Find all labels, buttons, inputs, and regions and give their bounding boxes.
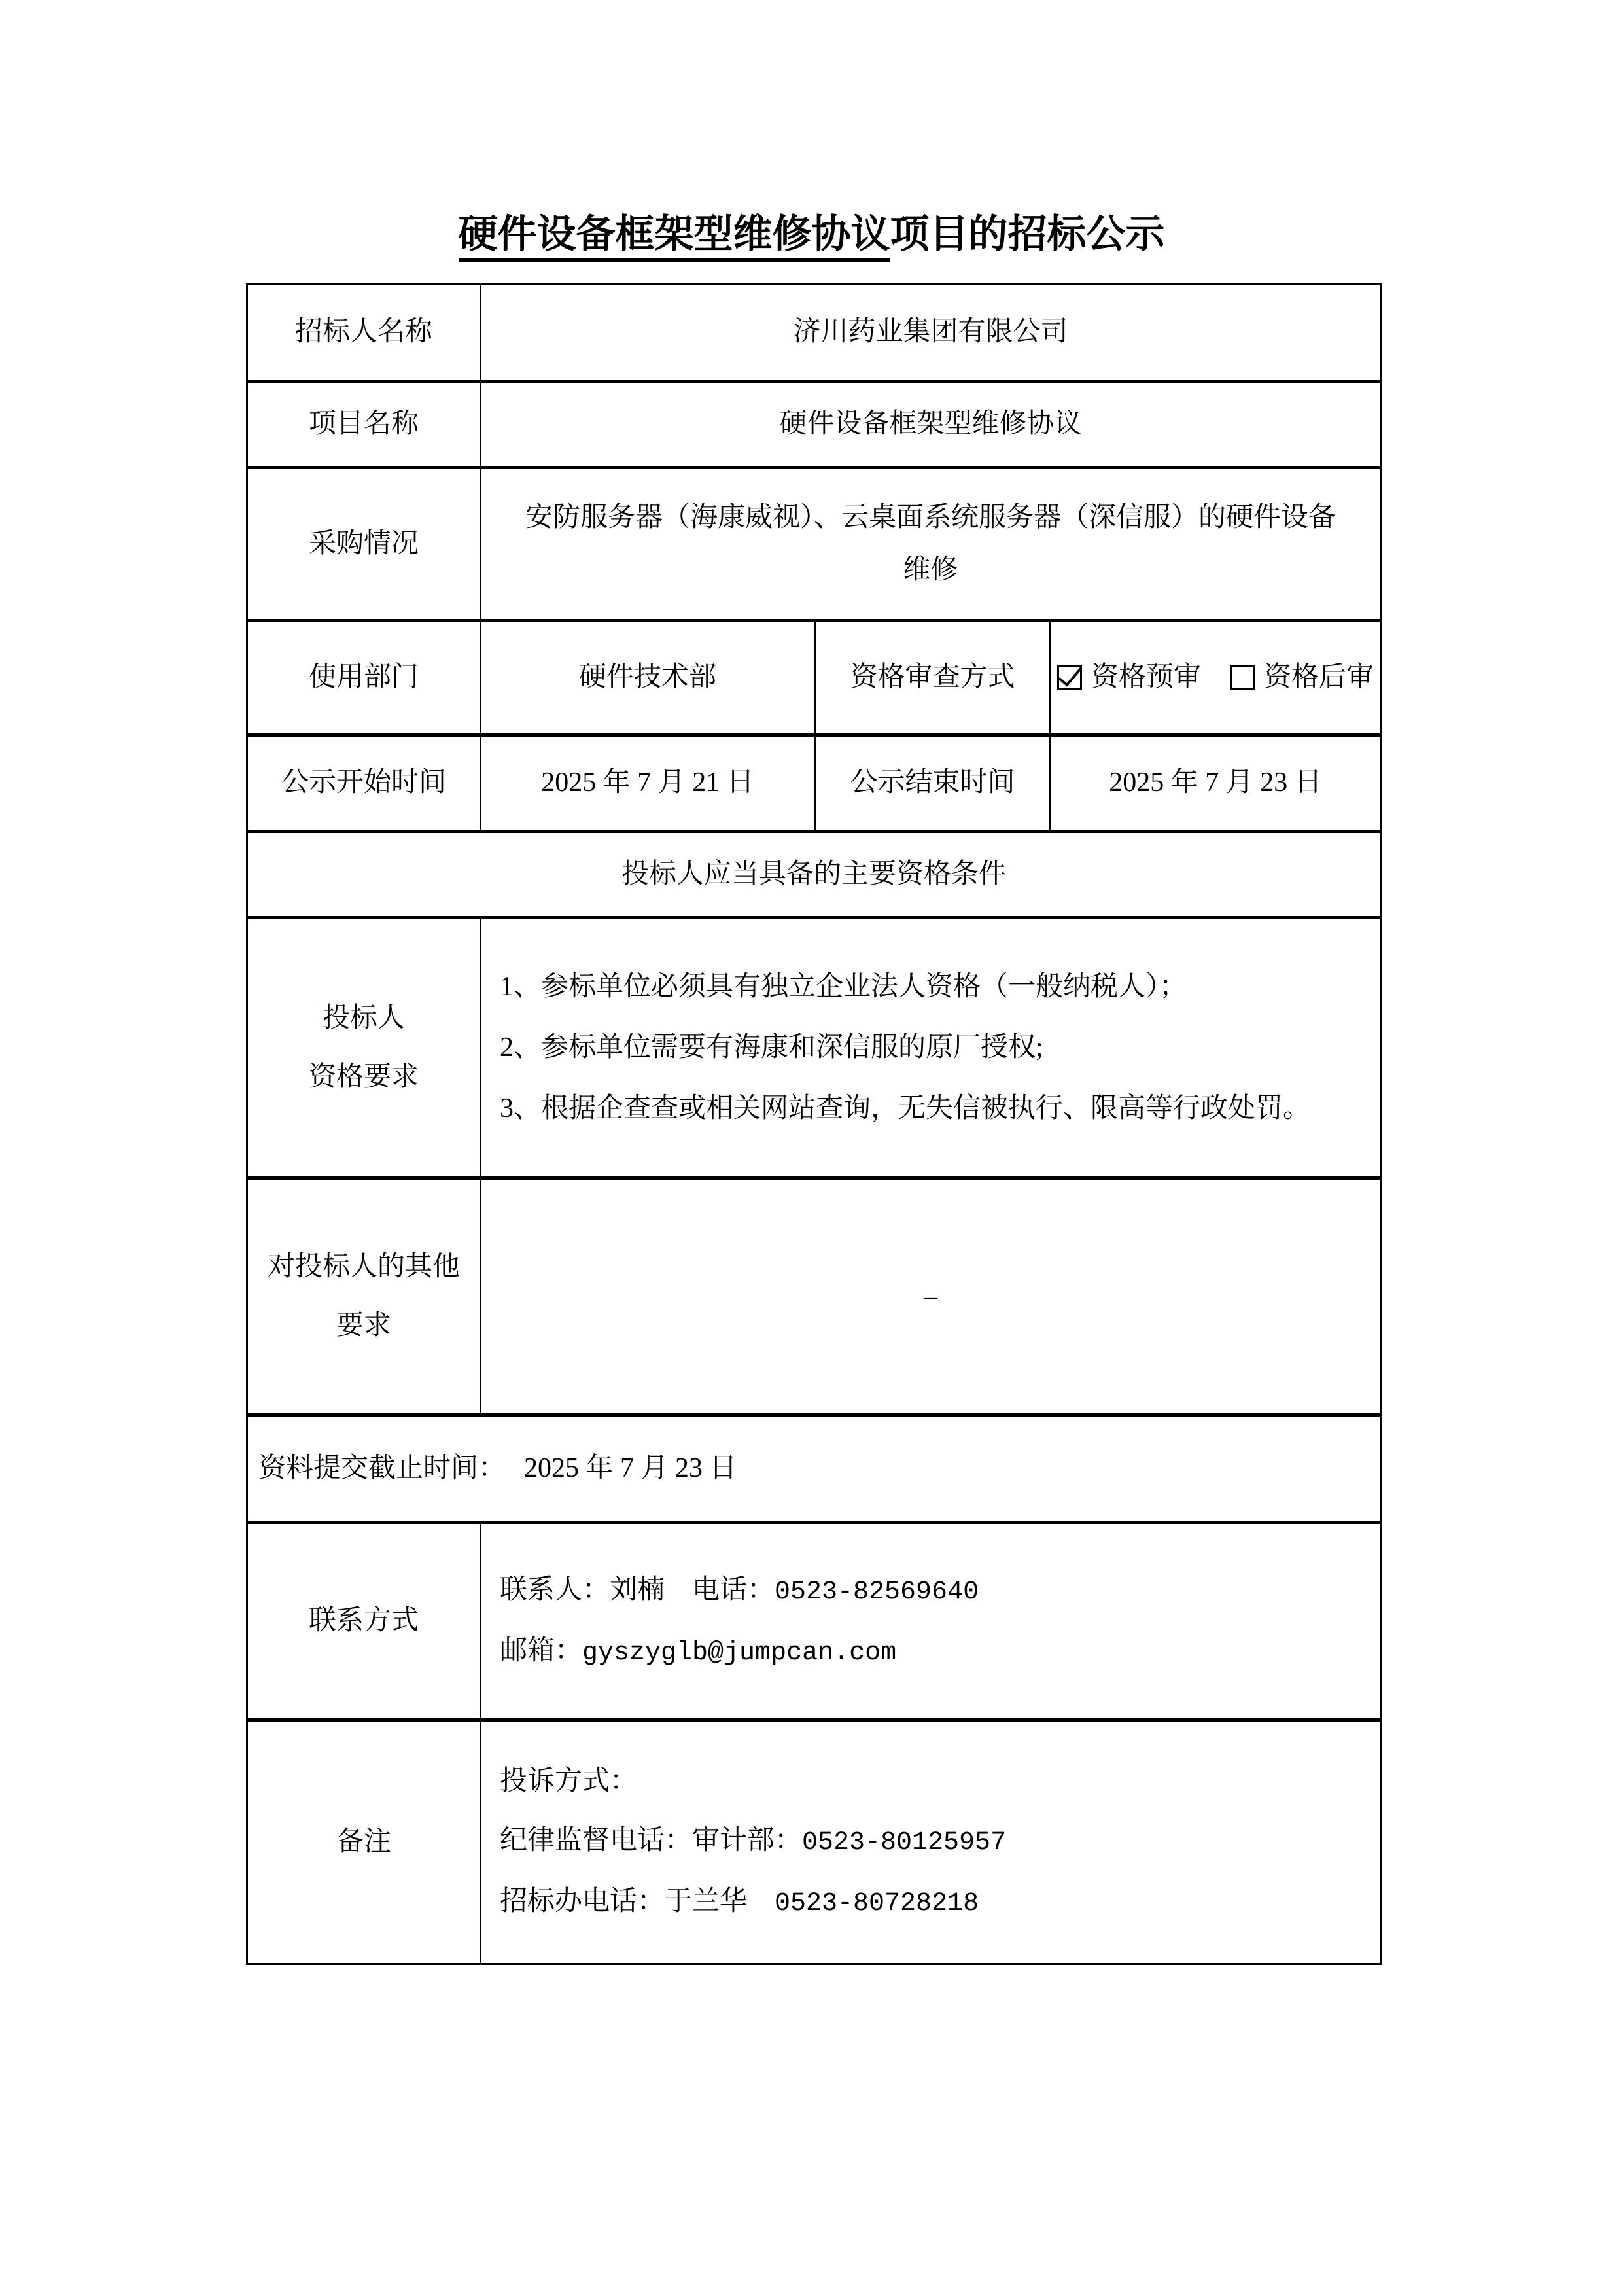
other-requirements-label-line2: 要求 xyxy=(336,1310,391,1341)
tender-office-phone-prefix: 招标办电话：于兰华 xyxy=(500,1886,775,1916)
qualification-header-text: 投标人应当具备的主要资格条件 xyxy=(621,858,1006,889)
tender-office-phone-number: 0523-80728218 xyxy=(775,1889,979,1918)
other-requirements-label-line1: 对投标人的其他 xyxy=(267,1252,460,1282)
deadline-value: 2025 年 7 月 23 日 xyxy=(524,1453,737,1483)
page-title xyxy=(0,211,1623,258)
project-name-value: 硬件设备框架型维修协议 xyxy=(480,383,1380,466)
other-requirements-value: – xyxy=(480,1180,1380,1413)
publicity-end-value: 2025 年 7 月 23 日 xyxy=(1049,737,1380,830)
table-row-qualification-header xyxy=(248,833,1380,919)
bidder-name-value: 济川药业集团有限公司 xyxy=(480,285,1380,380)
table-row-deadline xyxy=(248,1417,1380,1524)
contact-email-prefix: 邮箱： xyxy=(500,1635,583,1666)
qualification-item: 1、参标单位必须具有独立企业法人资格（一般纳税人）； xyxy=(500,971,1187,1002)
review-method-value xyxy=(1049,622,1380,733)
publicity-start-label: 公示开始时间 xyxy=(281,768,446,798)
review-method-options xyxy=(1057,656,1374,699)
remarks-tender-office-line xyxy=(500,1881,979,1924)
contact-email-address: gyszyglb@jumpcan.com xyxy=(582,1638,897,1668)
bidder-qualification-label xyxy=(248,919,480,1176)
contact-email-line xyxy=(500,1631,896,1673)
prequalification-option-label: 资格预审 xyxy=(1091,662,1201,693)
postqualification-option-label: 资格后审 xyxy=(1264,662,1374,693)
discipline-phone-number: 0523-80125957 xyxy=(802,1828,1007,1858)
qualification-item: 3、根据企查查或相关网站查询，无失信被执行、限高等行政处罚。 xyxy=(500,1093,1311,1124)
contact-person-prefix: 联系人：刘楠 电话： xyxy=(500,1574,775,1605)
table-row-bidder-qualification xyxy=(248,919,1380,1180)
remarks-content xyxy=(480,1722,1380,1963)
table-row-procurement xyxy=(248,469,1380,622)
table-row-department-review xyxy=(248,622,1380,737)
table-row-publicity-dates xyxy=(248,737,1380,833)
remarks-discipline-line xyxy=(500,1820,1006,1863)
table-row-bidder-name xyxy=(248,285,1380,383)
remarks-complaint-line: 投诉方式： xyxy=(500,1766,638,1796)
bidder-qualification-items xyxy=(480,919,1380,1176)
contact-label: 联系方式 xyxy=(308,1605,419,1636)
remarks-label: 备注 xyxy=(336,1826,391,1857)
title-rest-text: 项目的招标公示 xyxy=(890,213,1165,256)
bidder-name-label: 招标人名称 xyxy=(294,317,432,347)
tender-notice-table xyxy=(246,283,1382,1965)
checkbox-checked-icon xyxy=(1057,665,1082,690)
discipline-phone-prefix: 纪律监督电话：审计部： xyxy=(500,1826,803,1856)
bidder-qualification-label-line2: 资格要求 xyxy=(308,1061,419,1092)
table-row-project-name xyxy=(248,383,1380,469)
procurement-value: 安防服务器（海康威视）、云桌面系统服务器（深信服）的硬件设备维修 xyxy=(480,469,1380,619)
contact-person-phone-line xyxy=(500,1570,979,1612)
qualification-item: 2、参标单位需要有海康和深信服的原厂授权; xyxy=(500,1032,1043,1063)
deadline-label: 资料提交截止时间： xyxy=(258,1453,506,1483)
checkbox-unchecked-icon xyxy=(1230,665,1255,690)
table-row-other-requirements xyxy=(248,1180,1380,1417)
department-label: 使用部门 xyxy=(308,662,419,693)
review-method-label: 资格审查方式 xyxy=(814,622,1049,733)
contact-info xyxy=(480,1524,1380,1718)
table-row-contact xyxy=(248,1524,1380,1722)
contact-phone-number: 0523-82569640 xyxy=(775,1577,979,1607)
deadline-cell xyxy=(248,1417,1380,1521)
other-requirements-label xyxy=(248,1180,480,1413)
publicity-start-value: 2025 年 7 月 21 日 xyxy=(480,737,814,830)
bidder-qualification-label-line1: 投标人 xyxy=(322,1003,405,1034)
table-row-remarks xyxy=(248,1722,1380,1963)
project-name-label: 项目名称 xyxy=(308,409,419,440)
publicity-end-label: 公示结束时间 xyxy=(814,737,1049,830)
procurement-label: 采购情况 xyxy=(308,528,419,559)
title-underlined-text: 硬件设备框架型维修协议 xyxy=(459,213,890,262)
department-value: 硬件技术部 xyxy=(480,622,814,733)
